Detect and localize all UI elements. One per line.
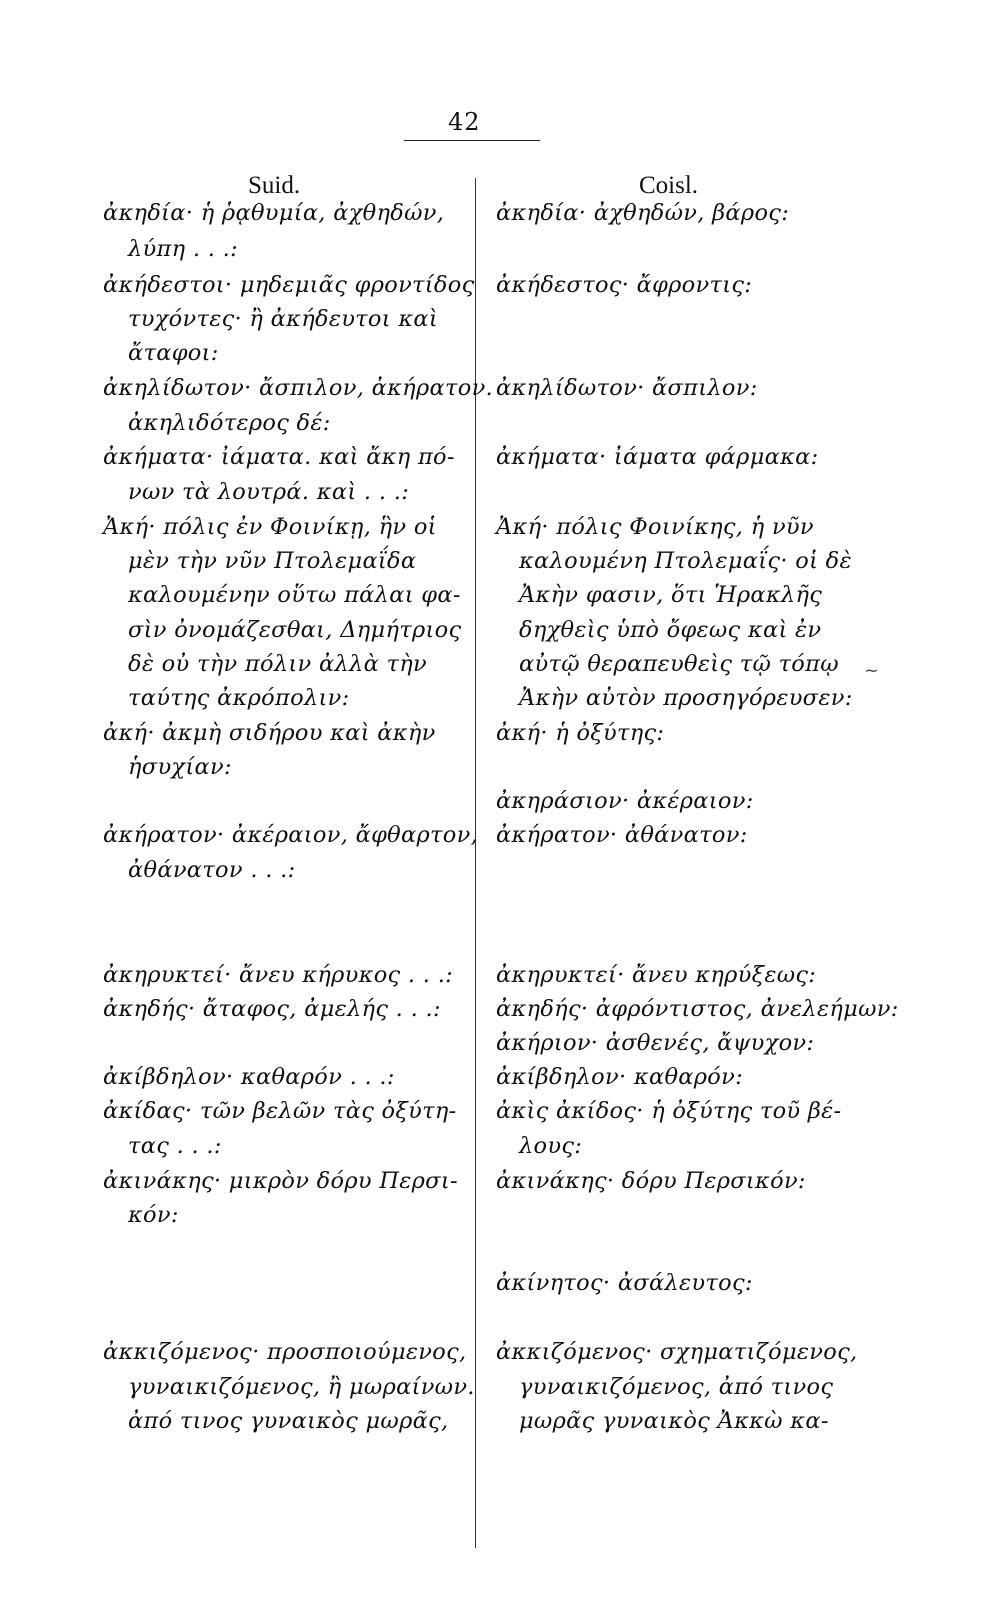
left-line: κόν:	[128, 1202, 179, 1228]
left-line: ἀπό τινος γυναικὸς μωρᾶς,	[128, 1408, 449, 1434]
left-line: ἡσυχίαν:	[128, 754, 232, 780]
left-line: ἀκήδεστοι· μηδεμιᾶς φροντίδος	[103, 272, 475, 298]
left-line: ἀκήματα· ἰάματα. καὶ ἄκη πό-	[103, 444, 455, 470]
right-line: ἀκηράσιον· ἀκέραιον:	[496, 788, 754, 814]
right-line: ἀκκιζόμενος· σχηματιζόμενος,	[496, 1339, 858, 1365]
right-line: ἀκήδεστος· ἄφροντις:	[496, 272, 753, 298]
left-line: ταύτης ἀκρόπολιν:	[128, 685, 350, 711]
right-line: λους:	[519, 1133, 583, 1159]
right-line: Ἀκὴν φασιν, ὅτι Ἡρακλῆς	[519, 582, 823, 608]
left-line: νων τὰ λουτρά. καὶ . . .:	[128, 479, 410, 505]
right-line: Ἀκή· πόλις Φοινίκης, ἡ νῦν	[496, 514, 814, 540]
right-line: ἀκηρυκτεί· ἄνευ κηρύξεως:	[496, 962, 817, 988]
left-line: τας . . .:	[128, 1133, 222, 1159]
left-column-heading: Suid.	[248, 172, 301, 199]
left-line: μὲν τὴν νῦν Πτολεμαΐδα	[128, 548, 417, 574]
right-line: ἀκήματα· ἰάματα φάρμακα:	[496, 444, 819, 470]
left-line: ἀκηλίδωτον· ἄσπιλον, ἀκήρατον.	[103, 375, 494, 401]
left-line: σὶν ὀνομάζεσθαι, Δημήτριος	[128, 617, 462, 643]
left-line: ἄταφοι:	[128, 340, 219, 366]
right-line: Ἀκὴν αὐτὸν προσηγόρευσεν:	[519, 685, 853, 711]
right-line: ἀκίβδηλον· καθαρόν:	[496, 1064, 744, 1090]
right-line: μωρᾶς γυναικὸς Ἀκκὼ κα-	[519, 1408, 829, 1434]
left-line: ἀκινάκης· μικρὸν δόρυ Περσι-	[103, 1168, 458, 1194]
margin-mark: ~	[864, 660, 880, 681]
right-line: ἀκηλίδωτον· ἄσπιλον:	[496, 375, 758, 401]
left-line: ἀκηδία· ἡ ῥᾳθυμία, ἀχθηδών,	[103, 200, 445, 226]
left-line: Ἀκή· πόλις ἐν Φοινίκῃ, ἣν οἱ	[103, 514, 437, 540]
right-line: ἀκὶς ἀκίδος· ἡ ὀξύτης τοῦ βέ-	[496, 1098, 842, 1124]
left-line: ἀκήρατον· ἀκέραιον, ἄφθαρτον,	[103, 822, 479, 848]
left-line: καλουμένην οὕτω πάλαι φα-	[128, 582, 461, 608]
left-line: ἀθάνατον . . .:	[128, 857, 296, 883]
right-line: ἀκίνητος· ἀσάλευτος:	[496, 1270, 753, 1296]
page-number: 42	[448, 108, 481, 136]
right-line: γυναικιζόμενος, ἀπό τινος	[519, 1374, 834, 1400]
left-line: δὲ οὐ τὴν πόλιν ἀλλὰ τὴν	[128, 651, 428, 677]
right-line: ἀκινάκης· δόρυ Περσικόν:	[496, 1168, 806, 1194]
left-line: ἀκή· ἀκμὴ σιδήρου καὶ ἀκὴν	[103, 720, 436, 746]
left-line: ἀκηρυκτεί· ἄνευ κήρυκος . . .:	[103, 962, 454, 988]
left-line: ἀκηδής· ἄταφος, ἀμελής . . .:	[103, 996, 441, 1022]
right-line: ἀκή· ἡ ὀξύτης:	[496, 720, 665, 746]
left-line: γυναικιζόμενος, ἢ μωραίνων.	[128, 1374, 475, 1400]
right-line: δηχθεὶς ὑπὸ ὄφεως καὶ ἐν	[519, 617, 822, 643]
right-line: ἀκηδής· ἀφρόντιστος, ἀνελεήμων:	[496, 996, 899, 1022]
right-column-heading: Coisl.	[639, 172, 699, 199]
left-line: ἀκίβδηλον· καθαρόν . . .:	[103, 1064, 395, 1090]
right-line: αὐτῷ θεραπευθεὶς τῷ τόπῳ	[519, 651, 839, 677]
right-line: καλουμένη Πτολεμαΐς· οἱ δὲ	[519, 548, 852, 574]
left-line: ἀκίδας· τῶν βελῶν τὰς ὀξύτη-	[103, 1098, 457, 1124]
left-line: λύπη . . .:	[128, 236, 238, 262]
left-line: τυχόντες· ἢ ἀκήδευτοι καὶ	[128, 306, 439, 332]
right-line: ἀκηδία· ἀχθηδών, βάρος:	[496, 200, 790, 226]
right-line: ἀκήρατον· ἀθάνατον:	[496, 822, 748, 848]
header-rule	[404, 140, 540, 141]
left-line: ἀκηλιδότερος δέ:	[128, 410, 331, 436]
left-line: ἀκκιζόμενος· προσποιούμενος,	[103, 1339, 467, 1365]
right-line: ἀκήριον· ἀσθενές, ἄψυχον:	[496, 1030, 815, 1056]
